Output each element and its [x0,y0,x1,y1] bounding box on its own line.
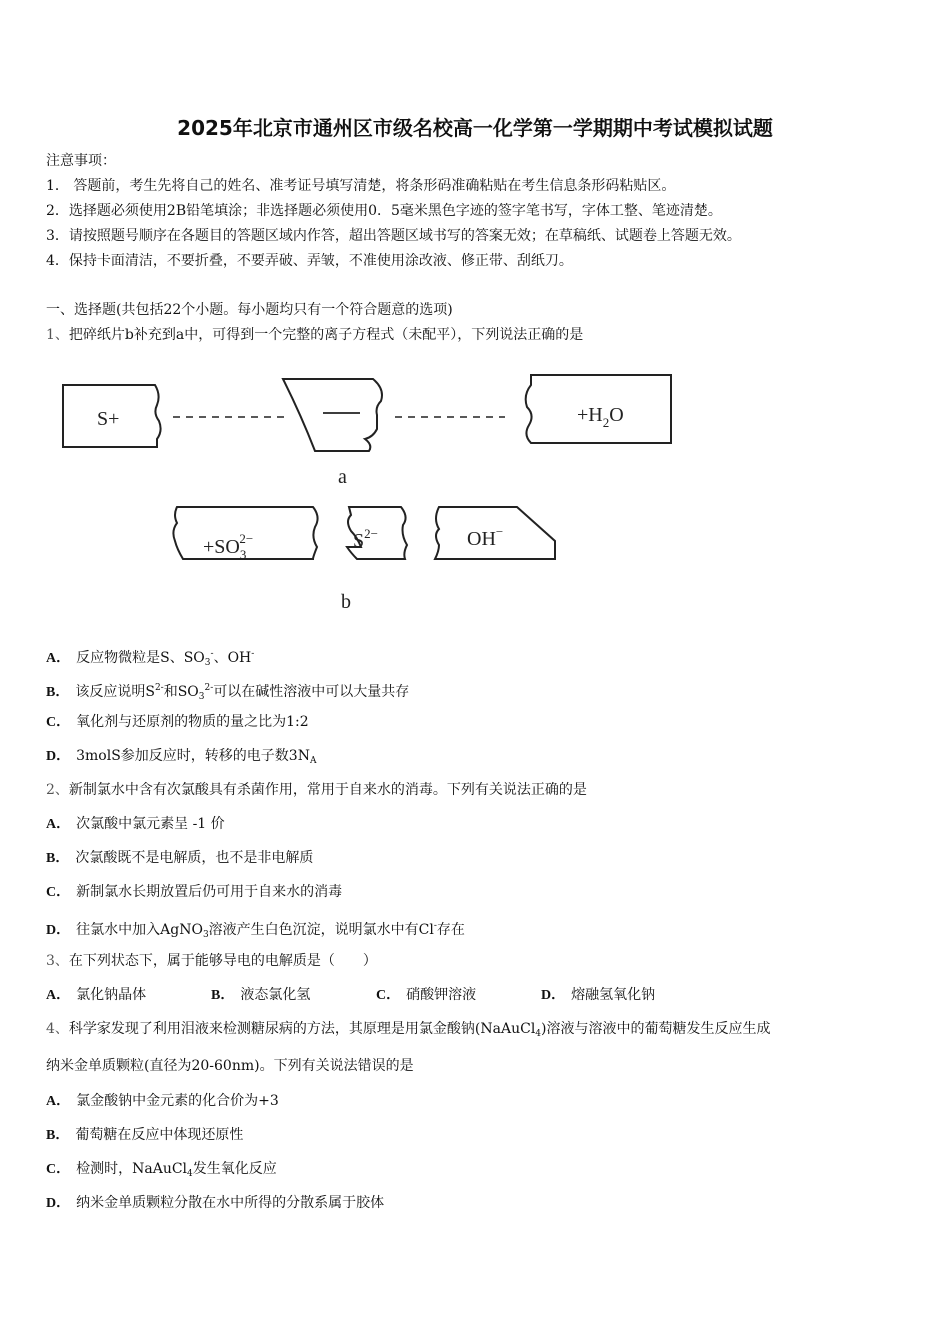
q4-option-d[interactable]: D． 纳米金单质颗粒分散在水中所得的分散系属于胶体 [46,1195,385,1211]
section-heading: 一、选择题(共包括22个小题。每小题均只有一个符合题意的选项) [46,302,453,318]
notice-item-2: 2．选择题必须使用2B铅笔填涂；非选择题必须使用0．5毫米黑色字迹的签字笔书写，字体工整、笔迹清楚。 [46,203,722,219]
q3-options-row [46,986,706,1005]
q1-option-c[interactable]: C． 氧化剂与还原剂的物质的量之比为1:2 [46,714,309,730]
q2-option-b[interactable]: B． 次氯酸既不是电解质，也不是非电解质 [46,850,314,866]
question-4-stem-line1: 4、科学家发现了利用泪液来检测糖尿病的方法，其原理是用氯金酸钠(NaAuCl$_4$)溶液与溶液中的葡萄糖发生反应生成 [46,1021,771,1039]
question-3-stem: 3、在下列状态下，属于能够导电的电解质是（ ） [46,953,377,969]
q3-option-c[interactable]: C． 硝酸钾溶液 [376,987,477,1003]
q1-option-d[interactable]: D． 3molS参加反应时，转移的电子数$3N_A$ [46,748,317,766]
piece-b-label: b [341,591,351,613]
q4-option-b[interactable]: B． 葡萄糖在反应中体现还原性 [46,1127,244,1143]
piece-b-2-text: $S^{2-}$ [353,526,378,552]
torn-paper-diagram [55,365,695,620]
q2-option-d[interactable]: D． 往氯水中加入AgNO$_3$溶液产生白色沉淀，说明氯水中有Cl-存在 [46,921,465,940]
notice-item-4: 4．保持卡面清洁，不要折叠，不要弄破、弄皱，不准使用涂改液、修正带、刮纸刀。 [46,253,573,269]
q1-option-b[interactable]: B． 该反应说明$S^{2-}$和$SO_3^{2-}$可以在碱性溶液中可以大量共存 [46,683,410,702]
piece-b-3-text: OH− [467,524,504,550]
q3-option-a[interactable]: A． 氯化钠晶体 [46,987,147,1003]
q3-option-d[interactable]: D． 熔融氢氧化钠 [541,987,656,1003]
notice-heading: 注意事项： [46,153,116,169]
page-title: 2025年北京市通州区市级名校高一化学第一学期期中考试模拟试题 [177,116,773,140]
question-4-stem-line2: 纳米金单质颗粒(直径为20-60nm)。下列有关说法错误的是 [46,1058,414,1074]
question-2-stem: 2、新制氯水中含有次氯酸具有杀菌作用，常用于自来水的消毒。下列有关说法正确的是 [46,782,587,798]
q2-option-a[interactable]: A． 次氯酸中氯元素呈 -1 价 [46,816,225,832]
q4-option-a[interactable]: A． 氯金酸钠中金元素的化合价为+3 [46,1093,279,1109]
question-1-stem [46,326,583,344]
notice-item-1: 1． 答题前，考生先将自己的姓名、准考证号填写清楚，将条形码准确粘贴在考生信息条形码粘贴区。 [46,178,676,194]
q4-option-c[interactable]: C． 检测时，NaAuCl$_4$发生氧化反应 [46,1161,277,1179]
q2-option-c[interactable]: C． 新制氯水长期放置后仍可用于自来水的消毒 [46,884,343,900]
q3-option-b[interactable]: B． 液态氯化氢 [211,987,311,1003]
paper-piece-a-middle [283,379,382,451]
question-text: 把碎纸片b补充到a中，可得到一个完整的离子方程式（未配平），下列说法正确的是 [68,327,584,343]
question-number: 1、 [46,327,69,343]
piece-a-label: a [338,466,347,488]
notice-item-3: 3．请按照题号顺序在各题目的答题区域内作答，超出答题区域书写的答案无效；在草稿纸、试题卷上答题无效。 [46,228,741,244]
piece-a-right-text: $+H_2O$ [577,404,624,430]
q1-option-a[interactable]: A． 反应物微粒是S、$SO_3^-$、OH- [46,649,255,668]
piece-a-left-text: S+ [97,408,120,430]
piece-b-1-text: $+SO_32-$ [203,531,254,562]
